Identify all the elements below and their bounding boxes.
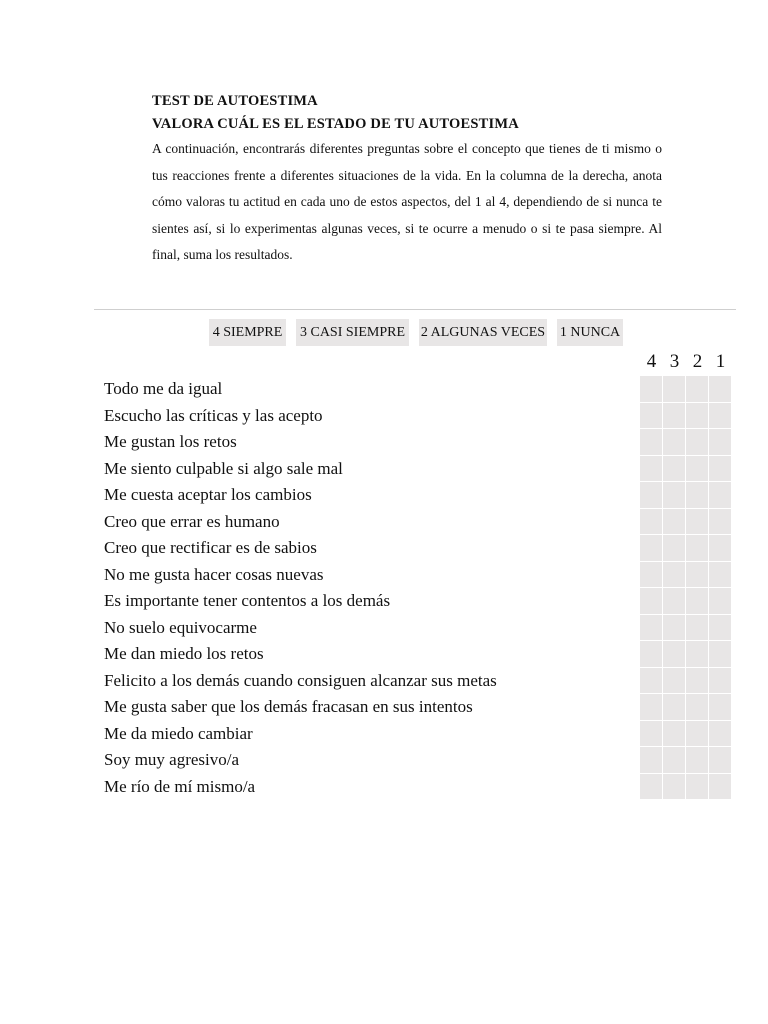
score-row bbox=[640, 721, 734, 748]
score-cell-1[interactable] bbox=[709, 747, 732, 774]
score-cell-4[interactable] bbox=[640, 747, 663, 774]
score-cell-1[interactable] bbox=[709, 429, 732, 456]
column-header-3: 3 bbox=[669, 351, 680, 372]
score-cell-2[interactable] bbox=[686, 694, 709, 721]
score-row bbox=[640, 456, 734, 483]
score-cell-4[interactable] bbox=[640, 774, 663, 801]
score-row bbox=[640, 668, 734, 695]
score-cell-3[interactable] bbox=[663, 721, 686, 748]
score-cell-1[interactable] bbox=[709, 615, 732, 642]
question-item: Felicito a los demás cuando consiguen alcanzar sus metas bbox=[104, 670, 497, 690]
question-item: No me gusta hacer cosas nuevas bbox=[104, 564, 324, 584]
question-item: Me cuesta aceptar los cambios bbox=[104, 485, 312, 504]
score-row bbox=[640, 376, 734, 403]
score-cell-2[interactable] bbox=[686, 429, 709, 456]
score-cell-4[interactable] bbox=[640, 615, 663, 642]
score-cell-4[interactable] bbox=[640, 641, 663, 668]
score-row bbox=[640, 615, 734, 642]
score-row bbox=[640, 562, 734, 589]
score-cell-1[interactable] bbox=[709, 694, 732, 721]
score-cell-1[interactable] bbox=[709, 668, 732, 695]
question-list bbox=[104, 376, 497, 800]
score-cell-4[interactable] bbox=[640, 509, 663, 536]
score-cell-3[interactable] bbox=[663, 668, 686, 695]
score-cell-4[interactable] bbox=[640, 376, 663, 403]
score-row bbox=[640, 509, 734, 536]
score-row bbox=[640, 429, 734, 456]
score-cell-4[interactable] bbox=[640, 588, 663, 615]
score-row bbox=[640, 588, 734, 615]
question-item: Me gustan los retos bbox=[104, 432, 237, 451]
score-cell-3[interactable] bbox=[663, 403, 686, 430]
score-cell-4[interactable] bbox=[640, 456, 663, 483]
score-cell-1[interactable] bbox=[709, 535, 732, 562]
score-cell-2[interactable] bbox=[686, 747, 709, 774]
score-cell-2[interactable] bbox=[686, 641, 709, 668]
question-item: Escucho las críticas y las acepto bbox=[104, 405, 323, 425]
question-item: No suelo equivocarme bbox=[104, 617, 257, 637]
score-cell-4[interactable] bbox=[640, 562, 663, 589]
score-cell-2[interactable] bbox=[686, 615, 709, 642]
question-item: Creo que rectificar es de sabios bbox=[104, 538, 317, 557]
score-cell-2[interactable] bbox=[686, 456, 709, 483]
score-cell-2[interactable] bbox=[686, 721, 709, 748]
score-cell-2[interactable] bbox=[686, 562, 709, 589]
question-item: Soy muy agresivo/a bbox=[104, 750, 240, 769]
score-cell-1[interactable] bbox=[709, 588, 732, 615]
intro-section bbox=[152, 90, 662, 269]
score-cell-1[interactable] bbox=[709, 509, 732, 536]
score-cell-3[interactable] bbox=[663, 774, 686, 801]
question-item: Es importante tener contentos a los demás bbox=[104, 591, 391, 610]
question-item: Me siento culpable si algo sale mal bbox=[104, 458, 343, 478]
question-item: Me da miedo cambiar bbox=[104, 723, 253, 743]
score-row bbox=[640, 747, 734, 774]
legend-item-siempre: 4 SIEMPRE bbox=[209, 319, 286, 346]
score-cell-3[interactable] bbox=[663, 429, 686, 456]
score-cell-3[interactable] bbox=[663, 615, 686, 642]
score-cell-4[interactable] bbox=[640, 668, 663, 695]
score-cell-2[interactable] bbox=[686, 668, 709, 695]
legend-item-nunca: 1 NUNCA bbox=[557, 319, 623, 346]
score-cell-4[interactable] bbox=[640, 403, 663, 430]
intro-paragraph: A continuación, encontrarás diferentes preguntas sobre el concepto que tienes de ti mismo o tus reacciones frente a diferentes situaciones de la vida. En la columna de la derecha, anota cómo valoras tu actitud en cada uno de estos aspectos, del 1 al 4, dependiendo de si nunca te sientes así, si lo experimentas algunas veces, si te ocurre a menudo o si te pasa siempre. Al final, suma los resultados. bbox=[152, 141, 662, 262]
score-row bbox=[640, 535, 734, 562]
column-header-1: 1 bbox=[715, 351, 726, 372]
page-title: TEST DE AUTOESTIMA bbox=[152, 93, 318, 109]
divider bbox=[94, 309, 736, 310]
score-cell-2[interactable] bbox=[686, 535, 709, 562]
score-cell-2[interactable] bbox=[686, 588, 709, 615]
score-cell-4[interactable] bbox=[640, 482, 663, 509]
score-row bbox=[640, 641, 734, 668]
score-row bbox=[640, 774, 734, 801]
page-subtitle: VALORA CUÁL ES EL ESTADO DE TU AUTOESTIMA bbox=[152, 116, 519, 132]
score-cell-3[interactable] bbox=[663, 694, 686, 721]
score-cell-1[interactable] bbox=[709, 774, 732, 801]
rating-legend bbox=[0, 319, 768, 346]
score-cell-3[interactable] bbox=[663, 641, 686, 668]
score-cell-2[interactable] bbox=[686, 482, 709, 509]
score-cell-4[interactable] bbox=[640, 535, 663, 562]
score-cell-1[interactable] bbox=[709, 456, 732, 483]
score-column-headers bbox=[640, 350, 734, 374]
score-cell-3[interactable] bbox=[663, 535, 686, 562]
score-grid bbox=[640, 376, 734, 800]
legend-item-casi-siempre: 3 CASI SIEMPRE bbox=[296, 319, 409, 346]
score-cell-3[interactable] bbox=[663, 562, 686, 589]
score-cell-1[interactable] bbox=[709, 376, 732, 403]
column-header-2: 2 bbox=[692, 351, 703, 372]
score-cell-4[interactable] bbox=[640, 721, 663, 748]
score-cell-1[interactable] bbox=[709, 721, 732, 748]
column-header-4: 4 bbox=[646, 351, 657, 372]
score-cell-2[interactable] bbox=[686, 509, 709, 536]
score-cell-3[interactable] bbox=[663, 747, 686, 774]
score-cell-3[interactable] bbox=[663, 588, 686, 615]
score-cell-2[interactable] bbox=[686, 774, 709, 801]
score-cell-2[interactable] bbox=[686, 376, 709, 403]
score-cell-3[interactable] bbox=[663, 376, 686, 403]
question-item: Me gusta saber que los demás fracasan en sus intentos bbox=[104, 697, 473, 716]
score-row bbox=[640, 694, 734, 721]
score-cell-4[interactable] bbox=[640, 429, 663, 456]
score-cell-1[interactable] bbox=[709, 562, 732, 589]
score-cell-4[interactable] bbox=[640, 694, 663, 721]
score-cell-3[interactable] bbox=[663, 482, 686, 509]
score-cell-3[interactable] bbox=[663, 509, 686, 536]
score-cell-3[interactable] bbox=[663, 456, 686, 483]
score-row bbox=[640, 403, 734, 430]
score-row bbox=[640, 482, 734, 509]
legend-item-algunas-veces: 2 ALGUNAS VECES bbox=[419, 319, 547, 346]
score-cell-2[interactable] bbox=[686, 403, 709, 430]
question-item: Me río de mí mismo/a bbox=[104, 776, 256, 796]
score-cell-1[interactable] bbox=[709, 641, 732, 668]
score-cell-1[interactable] bbox=[709, 403, 732, 430]
question-item: Creo que errar es humano bbox=[104, 511, 280, 531]
question-item: Me dan miedo los retos bbox=[104, 644, 264, 663]
score-cell-1[interactable] bbox=[709, 482, 732, 509]
question-item: Todo me da igual bbox=[104, 379, 223, 398]
